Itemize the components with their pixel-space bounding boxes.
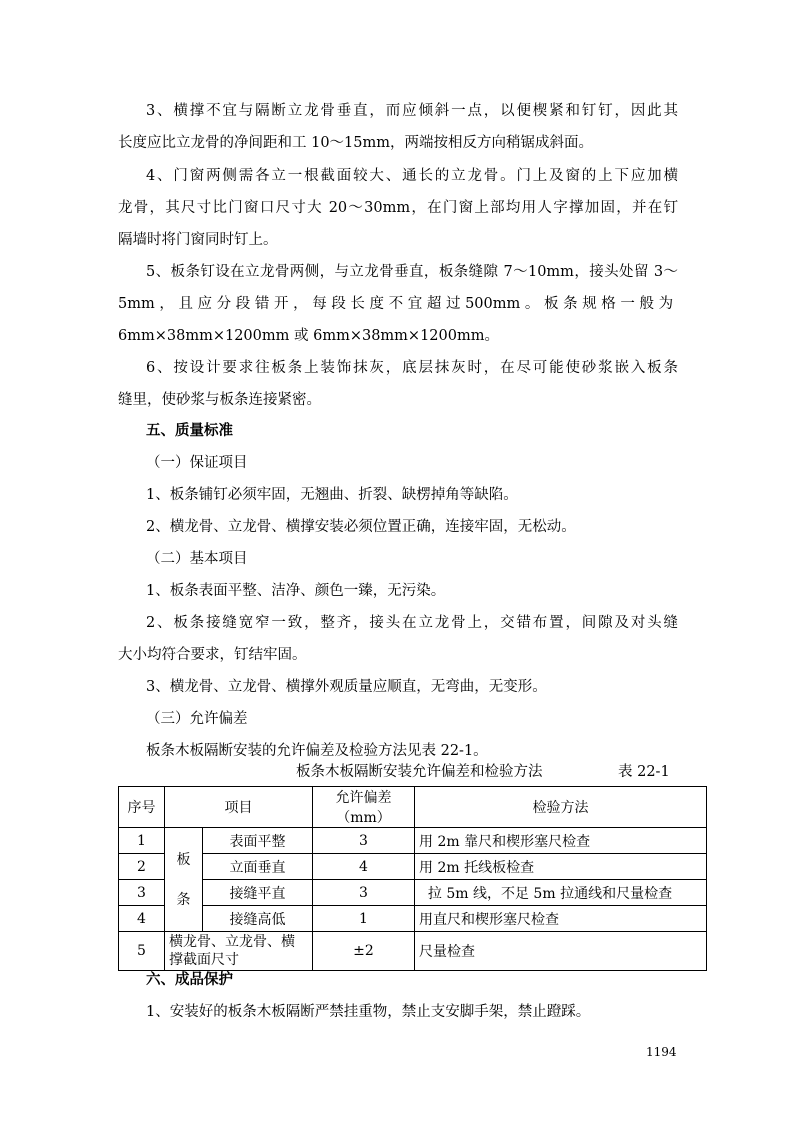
para-4-line-3: 隔墙时将门窗同时钉上。 — [118, 232, 278, 248]
table-number: 表 22-1 — [618, 764, 670, 780]
group-label-char-1: 板 — [176, 851, 191, 868]
para-4-line-1: 4、门窗两侧需各立一根截面较大、通长的立龙骨。门上及窗的上下应加横 — [146, 168, 678, 184]
row-tolerance: 3 — [313, 828, 415, 854]
tolerance-text: 板条木板隔断安装的允许偏差及检验方法见表 22-1。 — [146, 743, 488, 759]
para-5-line-3: 6mm×38mm×1200mm 或 6mm×38mm×1200mm。 — [118, 328, 499, 344]
header-item: 项目 — [165, 787, 313, 828]
table-row — [119, 932, 707, 971]
table-row — [119, 906, 707, 932]
row-item: 横龙骨、立龙骨、横撑截面尺寸 — [165, 932, 313, 971]
section-5-heading: 五、质量标准 — [146, 423, 233, 439]
row-seq: 2 — [119, 854, 165, 880]
row-item: 立面垂直 — [203, 854, 313, 880]
group-label-char-2: 条 — [176, 891, 191, 908]
header-seq: 序号 — [119, 787, 165, 828]
row-method: 用 2m 靠尺和楔形塞尺检查 — [415, 828, 707, 854]
para-3-line-1: 3、横撑不宜与隔断立龙骨垂直，而应倾斜一点，以便楔紧和钉钉，因此其 — [146, 103, 678, 119]
table-row — [119, 854, 707, 880]
table-header-row — [119, 787, 707, 828]
row-tolerance: ±2 — [313, 932, 415, 971]
row-item: 表面平整 — [203, 828, 313, 854]
para-5-line-2: 5mm ， 且 应 分 段 错 开 ， 每 段 长 度 不 宜 超 过 500mm 。 板 条 规 格 一 般 为 — [118, 296, 674, 312]
guarantee-item-1: 1、板条铺钉必须牢固，无翘曲、折裂、缺楞掉角等缺陷。 — [146, 487, 518, 503]
basic-item-1: 1、板条表面平整、洁净、颜色一臻，无污染。 — [146, 583, 446, 599]
table-row — [119, 880, 707, 906]
table-title: 板条木板隔断安装允许偏差和检验方法 — [296, 764, 543, 780]
para-6-line-1: 6、按设计要求往板条上装饰抹灰，底层抹灰时，在尽可能使砂浆嵌入板条 — [146, 360, 678, 376]
para-5-line-1: 5、板条钉设在立龙骨两侧，与立龙骨垂直，板条缝隙 7～10mm，接头处留 3～ — [146, 264, 678, 280]
para-3-line-2: 长度应比立龙骨的净间距和工 10～15mm，两端按相反方向稍锯成斜面。 — [118, 135, 594, 151]
row-method: 用 2m 托线板检查 — [415, 854, 707, 880]
basic-item-2-line-2: 大小均符合要求，钉结牢固。 — [118, 647, 307, 663]
subsection-guarantee: （一）保证项目 — [146, 455, 248, 471]
row-tolerance: 1 — [313, 906, 415, 932]
row-seq: 5 — [119, 932, 165, 971]
basic-item-3: 3、横龙骨、立龙骨、横撑外观质量应顺直，无弯曲，无变形。 — [146, 679, 547, 695]
header-tolerance: 允许偏差（mm） — [313, 787, 415, 828]
guarantee-item-2: 2、横龙骨、立龙骨、横撑安装必须位置正确，连接牢固，无松动。 — [146, 519, 576, 535]
table-row — [119, 828, 707, 854]
row-method: 拉 5m 线，不足 5m 拉通线和尺量检查 — [415, 880, 707, 906]
subsection-basic: （二）基本项目 — [146, 551, 248, 567]
para-6-line-2: 缝里，使砂浆与板条连接紧密。 — [118, 392, 321, 408]
tolerance-table — [118, 786, 707, 971]
row-item: 接缝高低 — [203, 906, 313, 932]
para-4-line-2: 龙骨，其尺寸比门窗口尺寸大 20～30mm，在门窗上部均用人字撑加固，并在钉 — [118, 200, 678, 216]
row-method: 尺量检查 — [415, 932, 707, 971]
subsection-tolerance: （三）允许偏差 — [146, 711, 248, 727]
page-number: 1194 — [646, 1045, 677, 1059]
group-label — [165, 828, 203, 932]
row-method: 用直尺和楔形塞尺检查 — [415, 906, 707, 932]
basic-item-2-line-1: 2、板条接缝宽窄一致，整齐，接头在立龙骨上，交错布置，间隙及对头缝 — [146, 615, 678, 631]
header-method: 检验方法 — [415, 787, 707, 828]
row-item: 接缝平直 — [203, 880, 313, 906]
section-6-heading: 六、成品保护 — [146, 972, 233, 988]
row-tolerance: 3 — [313, 880, 415, 906]
row-tolerance: 4 — [313, 854, 415, 880]
row-seq: 1 — [119, 828, 165, 854]
row-seq: 3 — [119, 880, 165, 906]
protection-item-1: 1、安装好的板条木板隔断严禁挂重物，禁止支安脚手架，禁止蹬踩。 — [146, 1004, 591, 1020]
row-seq: 4 — [119, 906, 165, 932]
